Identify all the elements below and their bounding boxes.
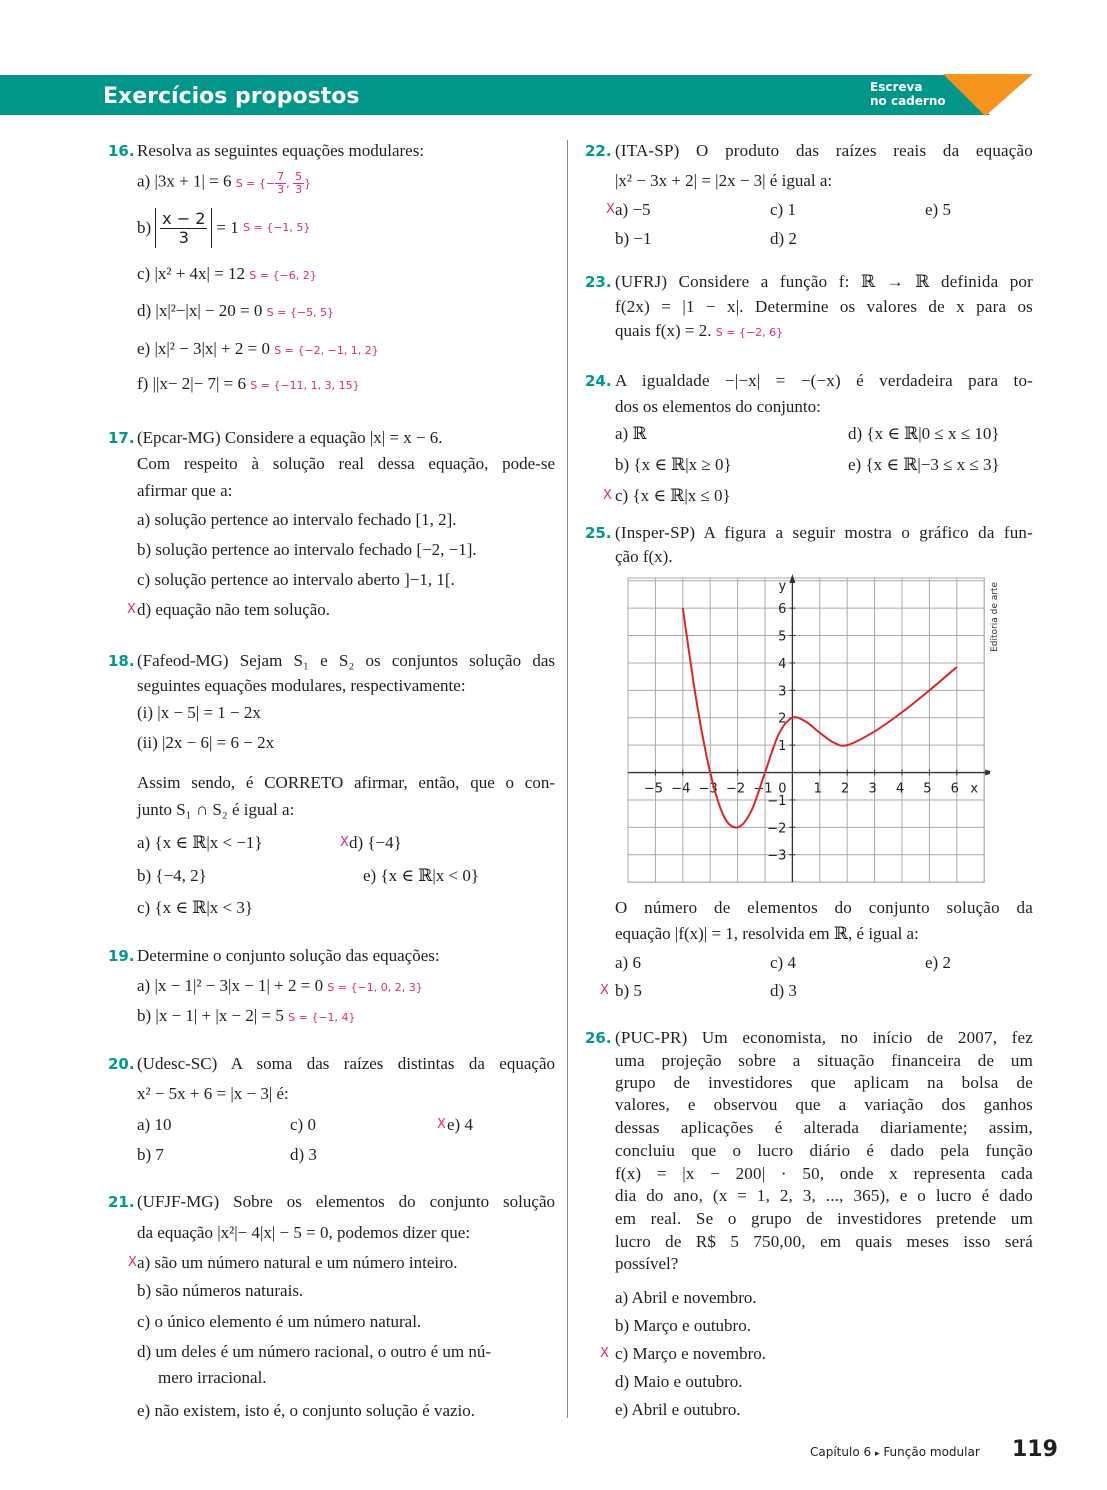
question-number: 18. xyxy=(108,652,135,670)
y-tick-label: 6 xyxy=(778,602,787,618)
write-in-notebook-badge xyxy=(870,80,946,108)
question-text: dessas aplicações é alterada diariamente; assim, xyxy=(615,1118,1033,1137)
option: a) são um número natural e um número inteiro. xyxy=(137,1253,458,1272)
badge-line: Escreva xyxy=(870,80,923,94)
option: d) Maio e outubro. xyxy=(615,1372,743,1391)
question-text: dos os elementos do conjunto: xyxy=(615,397,821,416)
answer: S = {−1, 0, 2, 3} xyxy=(327,981,423,994)
question-number: 22. xyxy=(585,142,612,160)
running-footer xyxy=(810,1445,980,1459)
question-text: uma projeção sobre a situação financeira de um xyxy=(615,1051,1033,1070)
question-number: 23. xyxy=(585,273,612,291)
badge-line: no caderno xyxy=(870,94,946,108)
question-text: em real. Se o grupo de investidores pretende um xyxy=(615,1209,1033,1228)
question-number: 25. xyxy=(585,524,612,542)
option: c) o único elemento é um número natural. xyxy=(137,1312,422,1331)
question-text: lucro de R$ 5 750,00, em quais meses isso será xyxy=(615,1232,1033,1251)
answer: S = {−2, −1, 1, 2} xyxy=(274,344,379,357)
option: mero irracional. xyxy=(158,1368,267,1387)
x-tick-label: −1 xyxy=(753,781,773,797)
option: e) Abril e outubro. xyxy=(615,1400,741,1419)
option: b) solução pertence ao intervalo fechado [−2, −1]. xyxy=(137,540,477,559)
option: d) um deles é um número racional, o outro é um nú- xyxy=(137,1342,492,1361)
question-text: A igualdade −|−x| = −(−x) é verdadeira para to- xyxy=(615,371,1033,390)
x-axis-label: x xyxy=(970,781,979,797)
question-text: (UFRJ) Considere a função f: ℝ → ℝ definida por xyxy=(615,272,1033,291)
question-text: (PUC-PR) Um economista, no início de 2007, fez xyxy=(615,1028,1033,1047)
equation: |3x + 1| = 6 xyxy=(154,171,232,191)
option: b) são números naturais. xyxy=(137,1281,304,1300)
numerator: x − 2 xyxy=(162,208,206,228)
option: e) não existem, isto é, o conjunto solução é vazio. xyxy=(137,1401,476,1420)
y-tick-label: 1 xyxy=(778,739,787,755)
question-number: 16. xyxy=(108,142,135,160)
option: d) 2 xyxy=(770,229,797,248)
x-tick-label: 3 xyxy=(868,781,877,797)
question-text xyxy=(615,321,783,343)
question-text: (i) |x − 5| = 1 − 2x xyxy=(137,703,261,722)
x-tick-label: 1 xyxy=(813,781,822,797)
item-16f xyxy=(137,374,360,396)
question-text: ção f(x). xyxy=(615,547,673,566)
question-number: 20. xyxy=(108,1055,135,1073)
answer-mark: X xyxy=(127,602,136,617)
question-text: (ITA-SP) O produto das raízes reais da equação xyxy=(615,141,1033,160)
page-number: 119 xyxy=(1012,1437,1058,1462)
question-text: valores, e observou que a variação dos ganhos xyxy=(615,1095,1033,1114)
option: e) {x ∈ ℝ|x < 0} xyxy=(363,866,479,885)
equation: = 1 xyxy=(216,218,239,237)
question-text: equação |f(x)| = 1, resolvida em ℝ, é igual a: xyxy=(615,924,919,943)
item-16e xyxy=(137,339,379,361)
equation: b) |x − 1| + |x − 2| = 5 xyxy=(137,1006,284,1025)
denominator: 3 xyxy=(277,183,285,197)
option: c) {x ∈ ℝ|x ≤ 0} xyxy=(615,486,731,505)
answer: S = {−6, 2} xyxy=(249,269,317,282)
option: b) 5 xyxy=(615,981,642,1000)
option: b) −1 xyxy=(615,229,652,248)
answer-mark: X xyxy=(606,202,615,217)
answer-mark: X xyxy=(600,983,609,998)
option: c) Março e novembro. xyxy=(615,1344,767,1363)
question-text: Com respeito à solução real dessa equação, pode-se xyxy=(137,454,555,473)
option: a) 10 xyxy=(137,1115,172,1134)
option: b) {−4, 2} xyxy=(137,866,207,885)
option: a) solução pertence ao intervalo fechado [1, 2]. xyxy=(137,510,457,529)
option: d) 3 xyxy=(770,981,797,1000)
answer-mark: X xyxy=(128,1255,137,1270)
option: d) equação não tem solução. xyxy=(137,600,331,619)
y-tick-label: 4 xyxy=(778,656,787,672)
item-label: b) xyxy=(137,218,152,237)
question-text: seguintes equações modulares, respectivamente: xyxy=(137,676,466,695)
y-tick-label: 5 xyxy=(778,629,787,645)
fraction xyxy=(275,171,286,196)
question-text: Determine o conjunto solução das equações: xyxy=(137,946,440,965)
denominator: 3 xyxy=(178,227,189,247)
abs-bar xyxy=(211,208,212,248)
option: c) {x ∈ ℝ|x < 3} xyxy=(137,898,253,917)
option: a) {x ∈ ℝ|x < −1} xyxy=(137,833,263,852)
image-credit: Editoria de arte xyxy=(990,582,1000,652)
question-text: Resolva as seguintes equações modulares: xyxy=(137,141,425,160)
option: b) {x ∈ ℝ|x ≥ 0} xyxy=(615,455,732,474)
question-text: (Udesc-SC) A soma das raízes distintas da equação xyxy=(137,1054,555,1073)
item-label: c) xyxy=(137,264,151,283)
question-text: (Epcar-MG) Considere a equação |x| = x − 6. xyxy=(137,428,443,447)
item-16d xyxy=(137,301,334,323)
option: e) {x ∈ ℝ|−3 ≤ x ≤ 3} xyxy=(848,455,1000,474)
equation: |x|² − 3|x| + 2 = 0 xyxy=(154,339,270,358)
arrow-icon: ▸ xyxy=(874,1449,880,1459)
item-16b xyxy=(137,208,310,248)
x-tick-label: −2 xyxy=(726,781,746,797)
question-text: Assim sendo, é CORRETO afirmar, então, que o con- xyxy=(137,773,555,792)
y-axis-label: y xyxy=(778,579,787,594)
option: c) 1 xyxy=(770,200,796,219)
function-graph xyxy=(620,570,990,890)
option: d) 3 xyxy=(290,1145,317,1164)
question-text: dia do ano, (x = 1, 2, 3, ..., 365), e o lucro é dado xyxy=(615,1186,1033,1205)
item-19b xyxy=(137,1006,356,1028)
question-text: concluiu que o lucro diário é dado pela função xyxy=(615,1141,1033,1160)
x-tick-label: 6 xyxy=(950,781,959,797)
y-tick-label: −3 xyxy=(767,848,787,864)
item-label: d) xyxy=(137,301,152,320)
equation: |x|²−|x| − 20 = 0 xyxy=(155,301,263,320)
equation: |x² + 4x| = 12 xyxy=(154,264,246,283)
answer: S = {− $\frac{7}{3}$ , $\frac{5}{3}$ } xyxy=(235,170,312,197)
item-label: e) xyxy=(137,339,151,358)
option: e) 2 xyxy=(925,953,951,972)
question-text: afirmar que a: xyxy=(137,481,233,500)
x-tick-label: −4 xyxy=(671,781,691,797)
x-tick-label: 4 xyxy=(895,781,905,797)
answer: S = {−1, 5} xyxy=(243,221,311,234)
option: a) Abril e novembro. xyxy=(615,1288,757,1307)
grid-border xyxy=(628,578,984,882)
question-text-line: quais f(x) = 2. xyxy=(615,321,712,340)
question-number: 24. xyxy=(585,372,612,390)
abs-bar xyxy=(155,208,156,248)
question-text: f(x) = |x − 200| · 50, onde x representa cada xyxy=(615,1164,1033,1183)
question-number: 17. xyxy=(108,429,135,447)
answer-mark: X xyxy=(340,835,349,850)
x-tick-label: −5 xyxy=(643,781,663,797)
sign: − xyxy=(265,176,276,190)
x-tick-label: 5 xyxy=(923,781,932,797)
item-16c xyxy=(137,264,317,286)
question-text: (Insper-SP) A figura a seguir mostra o gráfico da fun- xyxy=(615,523,1033,542)
y-tick-label: 2 xyxy=(778,711,787,727)
item-label: a) xyxy=(137,171,151,191)
question-text: da equação |x²|− 4|x| − 5 = 0, podemos dizer que: xyxy=(137,1223,471,1242)
x-tick-label: 2 xyxy=(841,781,850,797)
question-text: (Fafeod-MG) Sejam S₁ e S₂ os conjuntos solução das xyxy=(137,651,555,670)
option: d) {x ∈ ℝ|0 ≤ x ≤ 10} xyxy=(848,424,1000,443)
y-tick-label: 3 xyxy=(778,684,787,700)
question-text: O número de elementos do conjunto solução da xyxy=(615,898,1033,917)
section-title: Exercícios propostos xyxy=(103,84,360,109)
question-text: grupo de investidores que aplicam na bolsa de xyxy=(615,1073,1033,1092)
question-text: junto S₁ ∩ S₂ é igual a: xyxy=(137,800,295,819)
answer-mark: X xyxy=(603,488,612,503)
column-divider xyxy=(567,140,568,1418)
question-text: possível? xyxy=(615,1254,679,1273)
answer: S = {−2, 6} xyxy=(715,326,784,339)
origin-label: 0 xyxy=(778,781,787,797)
denominator: 3 xyxy=(295,183,303,197)
numerator: 5 xyxy=(295,170,303,183)
option: b) 7 xyxy=(137,1145,164,1164)
numerator: 7 xyxy=(277,170,285,183)
option: c) 4 xyxy=(770,953,796,972)
x-axis-arrow-icon xyxy=(985,770,990,776)
answer: S = {−1, 4} xyxy=(288,1011,356,1024)
option: c) solução pertence ao intervalo aberto ]−1, 1[. xyxy=(137,570,455,589)
option: d) {−4} xyxy=(349,833,402,852)
question-text: |x² − 3x + 2| = |2x − 3| é igual a: xyxy=(615,171,833,190)
option: a) −5 xyxy=(615,200,651,219)
question-text: f(2x) = |1 − x|. Determine os valores de x para os xyxy=(615,297,1033,316)
answer-mark: X xyxy=(437,1117,446,1132)
option: b) Março e outubro. xyxy=(615,1316,751,1335)
option: e) 5 xyxy=(925,200,951,219)
item-16a xyxy=(137,171,311,196)
option: e) 4 xyxy=(447,1115,473,1134)
section-label: Função modular xyxy=(883,1445,980,1459)
answer-mark: X xyxy=(600,1346,609,1361)
question-number: 21. xyxy=(108,1193,135,1211)
y-tick-label: −1 xyxy=(767,793,787,809)
answer: S = {−11, 1, 3, 15} xyxy=(250,379,360,392)
answer: S = {−5, 5} xyxy=(266,306,335,319)
chapter-label: Capítulo 6 xyxy=(810,1445,872,1459)
item-label: f) xyxy=(137,374,149,393)
option: a) 6 xyxy=(615,953,641,972)
fraction xyxy=(293,171,304,196)
equation: a) |x − 1|² − 3|x − 1| + 2 = 0 xyxy=(137,976,324,995)
x-tick-label: −3 xyxy=(698,781,718,797)
question-text: x² − 5x + 6 = |x − 3| é: xyxy=(137,1084,289,1103)
question-text: (ii) |2x − 6| = 6 − 2x xyxy=(137,733,275,752)
item-19a xyxy=(137,976,423,998)
answer-prefix: S = xyxy=(235,176,256,190)
option: a) ℝ xyxy=(615,424,647,443)
option: c) 0 xyxy=(290,1115,316,1134)
equation: ||x− 2|− 7| = 6 xyxy=(152,374,246,393)
y-tick-label: −2 xyxy=(767,821,787,837)
question-number: 26. xyxy=(585,1029,612,1047)
question-number: 19. xyxy=(108,947,135,965)
fraction xyxy=(160,210,207,246)
question-text: (UFJF-MG) Sobre os elementos do conjunto solução xyxy=(137,1192,555,1211)
